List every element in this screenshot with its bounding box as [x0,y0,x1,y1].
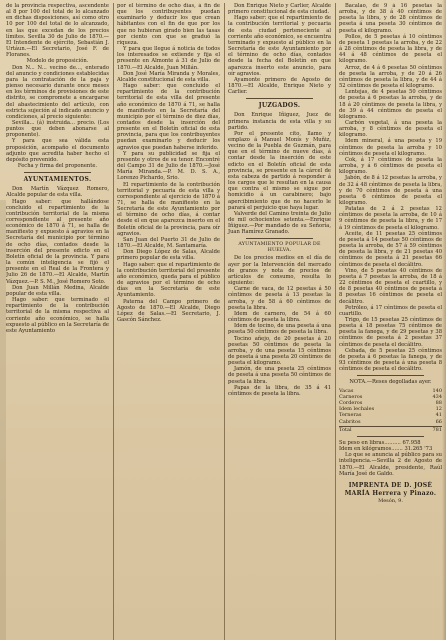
paragraph: Y para su publicidad se fija el presente y otros de su tenor. Encontré del Campo 31 de Julio de 1870.—José María Miranda.—P. M. D. S. A., Lorenzo Pichardo, Srio. [117,150,220,182]
tally-label: Carneros [339,393,363,400]
paragraph: Lentejas, de 4 pesetas 50 céntimos de peseta á 6 pesetas la arroba, y de 18 á 20 céntimos de peseta la libra, y de 39 á 44 céntimos de peseta el kilogramo. [339,89,442,120]
paragraph: Aceite, de 11 pesetas 25 céntimos de peseta á 14 pesetas 50 céntimos de peseta la arroba, de 57 á 59 céntimos de peseta la libra, y de 21 pesetas 40 céntimos de peseta á 21 pesetas 66 céntimos de peseta el decálitro. [339,230,442,268]
paragraph: Jabón, de 8 á 12 pesetas la arroba, y de 32 á 48 céntimos de peseta la libra, y de 70 céntimos de peseta á una peseta 6 céntimos de peseta el kilogramo. [339,175,442,206]
section-heading: AYUNTAMIENTOS. [23,176,92,184]
paragraph: Jamón, de una peseta 25 céntimos de peseta á una peseta 50 céntimos de peseta la libra. [228,366,331,385]
paragraph: Don Enrique Nieto y Carlier, Alcalde primero constitucional de esta ciudad. [228,3,331,16]
paragraph: Don N... N... vecino de..., enterado del anuncio y condiciones establecidas para la contratación de la paja y pienso necesario durante once meses en los términos de provisiones de este distrito, se compromete a encargarse del abastecimiento del artículo, con estricta sujeción al indicado anuncio y condiciones, al precio siguiente: [6,64,109,120]
paragraph: Don Diego López de Salas, Alcalde primero popular de esta villa. [117,249,220,262]
paragraph: Fecha y firma del proponente. [17,163,98,170]
printer-imprint: IMPRENTA DE D. JOSÉ MARÍA Herrera y Pinazo. [344,481,437,497]
section-divider [246,98,313,99]
paragraph: por el término de ocho días, á fin de que los contribuyentes puedan examinarlo y deducir los que crean hábitantes con el fin de que por los que no hubieran girado bien las tasas por ciento con que se graduó la riqueza. [117,3,220,46]
paragraph: Carbón vegetal, á una peseta la arroba, y 8 céntimos de peseta el kilogramo. [339,119,442,139]
paragraph: Trigo, de 15 pesetas 25 céntimos de peseta á 18 pesetas 75 céntimos de peseta la fanega, y de 29 pesetas y 38 céntimos de peseta á 2 pesetas 37 céntimos de peseta el decálitro. [339,316,442,348]
paragraph: Lo que se anuncia al público para su inteligencia.—Sevilla 2 de Agosto de 1870.—El Alcalde, presidente, Raúl María José de Galdo. [339,452,442,477]
paragraph: Vino, de 5 pesetas 40 céntimos de peseta á 7 pesetas la arroba, de 18 á 22 céntimos de peseta el cuartillo, y de 8 pesetas 40 céntimos de peseta á 8 pesetas 16 céntimos de peseta el decálitro. [339,267,442,305]
paragraph: Tocino añejo, de 20 pesetas á 20 pesetas 50 céntimos de peseta la arroba, y de una peseta 15 céntimos de peseta á una peseta 20 céntimos de peseta el kilogramo. [228,335,331,367]
paragraph: Hago saber: que el repartimiento de la contribución territorial del presente año económico, queda para el público de agravios por el término de ocho días en la Secretaría de este Ayuntamiento. [117,261,220,299]
paragraph: Patatas de 2 á 2 pesetas 12 céntimos de peseta la arroba, de 10 á 9 céntimos de peseta la libra, y de 17 á 19 céntimos de peseta el kilogramo. [339,206,442,231]
paragraph: Carne de vaca, de 12 pesetas á 50 céntimos de peseta á 13 pesetas la arroba, y de 58 á 60 céntimos de peseta la libra. [228,286,331,311]
paragraph: Idem en kilógramos....... 31.265 '73 [339,446,433,453]
tally-label: Vacas [339,387,354,394]
tally-value: 12 [435,406,442,413]
tally-label: Idem lechales [339,406,375,413]
paragraph: Modelo de proposición. [26,58,89,65]
tally-label: Cabritos [339,418,361,425]
paragraph: Bacalao, de 9 á 16 pesetas la arroba, y de 38 á 40 céntimos de peseta la libra, y de 28 céntimos de peseta á una peseta 30 céntimos de peseta el kilogramo. [339,3,442,34]
tally-value: 88 [435,399,442,406]
paragraph: Valverde del Camino treinta de Julio de mil ochocientos setenta.—Enrique Iñiguez.—Por mandado de su Señoría, Juan Ramírez Granado. [228,210,331,236]
paragraph: Arroz, de 4 á 6 pesetas 50 céntimos de peseta la arroba, y de 20 á 26 céntimos de peseta la libra, y de 44 á 52 céntimos de peseta el kilogramo. [339,64,442,90]
paragraph: Por el presente cito, llamo y emplazo á Manuel Monís y Muñiz, vecino de la Puebla de Guzmán, para que en el término de nueve días, á contar desde la inserción de este edicto en el Boletín oficial de esta provincia, se presente en la cárcel de esta cabeza de partido á responder á los cargos que le resultan en la causa que contra el mismo se sigue por homicidio á un carabinero; bajo apercibimiento que de no hacerlo le parará el perjuicio que haya lugar. [228,130,331,211]
section-divider [357,375,424,376]
text-column-1 [6,3,109,640]
paragraph: Hago saber: que hallándose concluido el repartimiento de la contribución territorial de la misma correspondiente al presente año económico de 1870 á 71, se halla de manifiesto y expuesto á agravios en la Secretaría del municipio por término de ocho días, contados desde la inserción del presente edicto en el Boletín oficial de la provincia. Y para la común inteligencia se fijó el presente en el Real de la Frontera y Julio 26 de 1870.—El Alcalde, Martín Vázquez.—P. S. M., José Romero Soto. [6,198,109,285]
paragraph: Papas de la libra, de 35 á 41 céntimos de peseta la libra. [228,384,331,397]
section-divider [24,172,91,173]
page-edge-shadow [442,0,446,640]
paragraph: NOTA.—Reses degolladas ayer. [349,379,432,386]
tally-label: Terneras [339,412,362,419]
slaughter-tally [339,388,442,433]
printer-address: Mesón, 9. [378,497,403,504]
paragraph: Don Martín Vázquez Romero, Alcalde popular de esta villa. [6,186,109,199]
paragraph: Y para que sea válida esta proposición, acompaño el documento adjunto que acredita haber hecho el depósito prevenido. [6,138,109,163]
paragraph: Sevilla... (á) instruida... precio. (Los puntos que deben abonarse al proponente). [6,119,109,139]
paragraph: Y para que llegue á noticia de todos los interesados se extiende y fija el presente en Almonte á 31 de Julio de 1870.—El Alcalde, Juan Millán. [117,46,220,71]
tally-total-label: Total [339,426,352,433]
paragraph: El repartimiento de la contribución territorial y pecuaria de esta villa y correspondiente al ejercicio de 1870 á 71, se halla de manifiesto en la Secretaría de este Ayuntamiento por el término de ocho días, á contar desde el en que aparezca inserto en el Boletín oficial de la provincia, para oír agravios. [117,181,220,237]
paragraph: Cok, á 17 céntimos de peseta la arroba, y á 6 céntimos de peseta el kilogramo. [339,156,442,176]
text-column-4 [335,3,442,640]
paragraph: Don Enrique Iñiguez, Juez de primera instancia de esta villa y su partido. [228,112,331,131]
paragraph: Don Juan Millán Medina, Alcalde popular de esta villa. [6,284,109,297]
paragraph: Idem mineral, á una peseta y 19 céntimos de peseta la arroba y 10 céntimos de peseta el kilogramo. [339,138,442,157]
section-subheading: AYUNTAMIENTO POPULAR DE HUELVA. [238,242,321,254]
section-divider [357,436,424,437]
paragraph: Don José María Miranda y Morales, Alcalde constitucional de esta villa. [117,70,220,83]
paragraph: de la provincia respectiva, ascendente al 8 por 100 del total de lo alcanzado en dichas disposiciones, así como otro 10 por 100 del total de lo alcanzado, en las que excedan de los precios límites. Sevilla 30 de Julio de 1870.—El Intendente de ejército, Sebastián J. Urtáun.—El Secretario, José F. de Floranes. [6,3,109,59]
paragraph: Hago saber: que concluido el repartimiento de la contribución territorial de esta villa del presente año económico de 1870 á 71, se halla de manifiesto en la Secretaría del municipio por el término de diez días, contados desde la inserción del presente en el Boletín oficial de esta provincia, para que los contribuyentes puedan examinarlo y deducir los agravios que puedan haberse inferido. [117,83,220,151]
columns-container [6,3,442,640]
paragraph: Idem de tocino, de una peseta á una peseta 50 céntimos de peseta la libra. [228,323,331,336]
section-heading: JUZGADOS. [258,102,301,110]
paragraph: Ayamonte primero de Agosto de 1870.—El Alcalde, Enrique Nieto y Carlier. [228,76,331,96]
paragraph: Idem de carnero, de 54 á 60 céntimos de peseta la libra. [228,310,331,324]
paragraph: Hago saber: que terminado el repartimiento de la contribución territorial de la misma respectiva al corriente año económico, se halla expuesto al público en la Secretaría de este Ayuntamiento [6,297,109,334]
tally-total-row [339,426,442,433]
tally-value: 41 [435,412,442,419]
paragraph: Pollos, de 5 pesetas á 10 céntimos de peseta 1 pesetas la arroba, y de 22 á 28 céntimos de peseta la libra, y de 44 á 48 céntimos de peseta el kilogramo. [339,33,442,65]
paragraph: Hago saber: que el repartimiento de la contribución territorial y pecuaria de esta ciudad perteneciente al corriente año económico, se encuentra terminado y expuesto al público en la Secretaría de este Ayuntamiento por el término de ocho días, contados desde la fecha del Boletín en que aparezca inserto este anuncio, para oír agravios. [228,15,331,77]
tally-label: Corderos [339,399,363,406]
section-divider [246,238,313,239]
paragraph: Petróleo, á 17 céntimos de peseta el cuartillo. [339,304,442,317]
tally-row [339,419,442,425]
text-column-2 [113,3,220,640]
paragraph: Paterna del Campo primero de Agosto de 1870.—El Alcalde, Diego López de Salas.—El Secretario, J. Gascón Sánchez. [117,298,220,323]
paragraph: San Juan del Puerto 31 de Julio de 1870.—El Alcalde, M. Santamaría. [117,236,220,250]
text-column-3 [224,3,331,640]
paragraph: Su peso en libras.......... 67.958 [339,439,421,446]
tally-total-value: 781 [432,426,442,433]
tally-value: 66 [435,418,442,425]
paragraph: De los precios medios en el día de ayer por la Intervención del mercado de granos y nota de precios de artículos de consumo, resulta lo siguiente: [228,255,331,287]
tally-value: 140 [432,387,442,394]
tally-value: 434 [432,393,442,400]
paragraph: Cebada, de 5 pesetas 25 céntimos de peseta á 6 pesetas la fanega, y de 93 céntimos de peseta á una peseta 8 céntimos de peseta el decálitro. [339,347,442,373]
